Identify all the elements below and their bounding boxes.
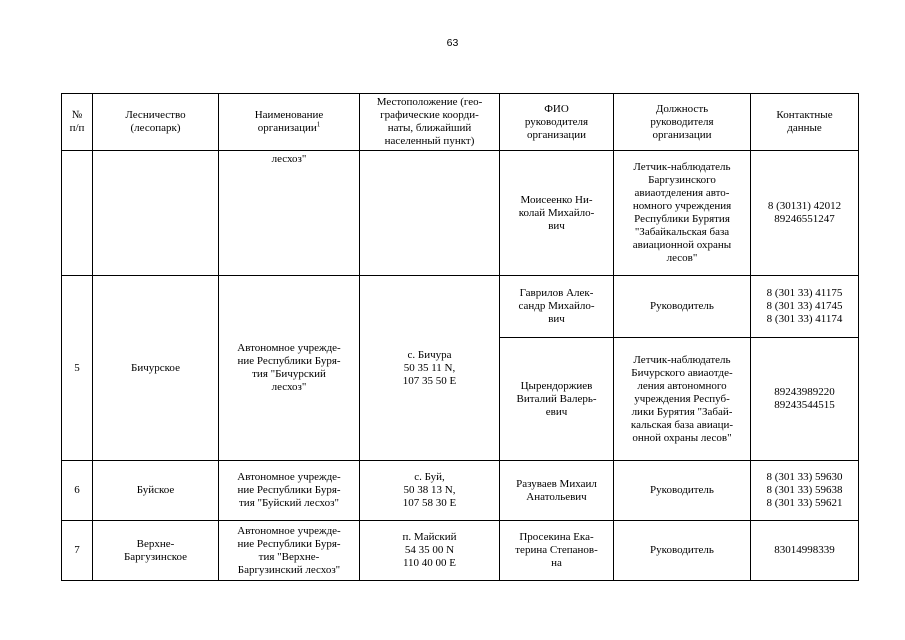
table-row: [62, 521, 859, 581]
cell-num: [62, 151, 93, 276]
cell-person: Разуваев Михаил Анатольевич: [500, 461, 614, 521]
cell-person: Просекина Ека- терина Степанов- на: [500, 521, 614, 581]
cell-location: с. Буй, 50 38 13 N, 107 58 30 E: [360, 461, 500, 521]
cell-location: с. Бичура 50 35 11 N, 107 35 50 E: [360, 276, 500, 461]
page-number: 63: [446, 37, 459, 49]
header-head-name: ФИО руководителя организации: [500, 94, 614, 151]
cell-location: [360, 151, 500, 276]
cell-org: Автономное учрежде- ние Республики Буря- тия "Верхне- Баргузинский лесхоз": [219, 521, 360, 581]
cell-num: 5: [62, 276, 93, 461]
cell-contacts: 8 (301 33) 41175 8 (301 33) 41745 8 (301 33) 41174: [751, 276, 859, 338]
cell-person: Гаврилов Алек- сандр Михайло- вич: [500, 276, 614, 338]
cell-position: Руководитель: [614, 461, 751, 521]
cell-person: Моисеенко Ни- колай Михайло- вич: [500, 151, 614, 276]
table-row: [62, 461, 859, 521]
cell-forestry: Бичурское: [93, 276, 219, 461]
header-org-name-text: Наименование организации: [254, 109, 324, 134]
cell-forestry: Верхне- Баргузинское: [93, 521, 219, 581]
cell-org: Автономное учрежде- ние Республики Буря- тия "Буйский лесхоз": [219, 461, 360, 521]
cell-position: Летчик-наблюдатель Бичурского авиаотде- ления автономного учреждения Респуб- лики Бурятия "Забай- кальская база авиаци- онной охраны лесов": [614, 338, 751, 461]
cell-forestry: [93, 151, 219, 276]
cell-num: 6: [62, 461, 93, 521]
cell-org-continued: лесхоз": [219, 151, 360, 276]
table-header-row: [62, 94, 859, 151]
cell-org: Автономное учрежде- ние Республики Буря- тия "Бичурский лесхоз": [219, 276, 360, 461]
cell-contacts: 8 (301 33) 59630 8 (301 33) 59638 8 (301 33) 59621: [751, 461, 859, 521]
table-row: [62, 276, 859, 338]
header-location: Местоположение (гео- графические коорди- наты, ближайший населенный пункт): [360, 94, 500, 151]
cell-num: 7: [62, 521, 93, 581]
table-row: [62, 151, 859, 276]
header-contacts: Контактные данные: [751, 94, 859, 151]
header-head-position: Должность руководителя организации: [614, 94, 751, 151]
cell-position: Руководитель: [614, 276, 751, 338]
header-forestry: Лесничество (лесопарк): [93, 94, 219, 151]
cell-contacts: 83014998339: [751, 521, 859, 581]
cell-location: п. Майский 54 35 00 N 110 40 00 E: [360, 521, 500, 581]
header-org-name: [219, 94, 360, 151]
cell-position: Летчик-наблюдатель Баргузинского авиаотделения авто- номного учреждения Республики Бурятия "Забайкальская база авиационной охраны лесов": [614, 151, 751, 276]
cell-contacts: 8 (30131) 42012 89246551247: [751, 151, 859, 276]
footnote-mark: 1: [316, 120, 321, 129]
cell-forestry: Буйское: [93, 461, 219, 521]
forestry-contacts-table: [61, 93, 859, 581]
header-num: № п/п: [62, 94, 93, 151]
cell-person: Цырендоржиев Виталий Валерь- евич: [500, 338, 614, 461]
cell-position: Руководитель: [614, 521, 751, 581]
cell-contacts: 89243989220 89243544515: [751, 338, 859, 461]
